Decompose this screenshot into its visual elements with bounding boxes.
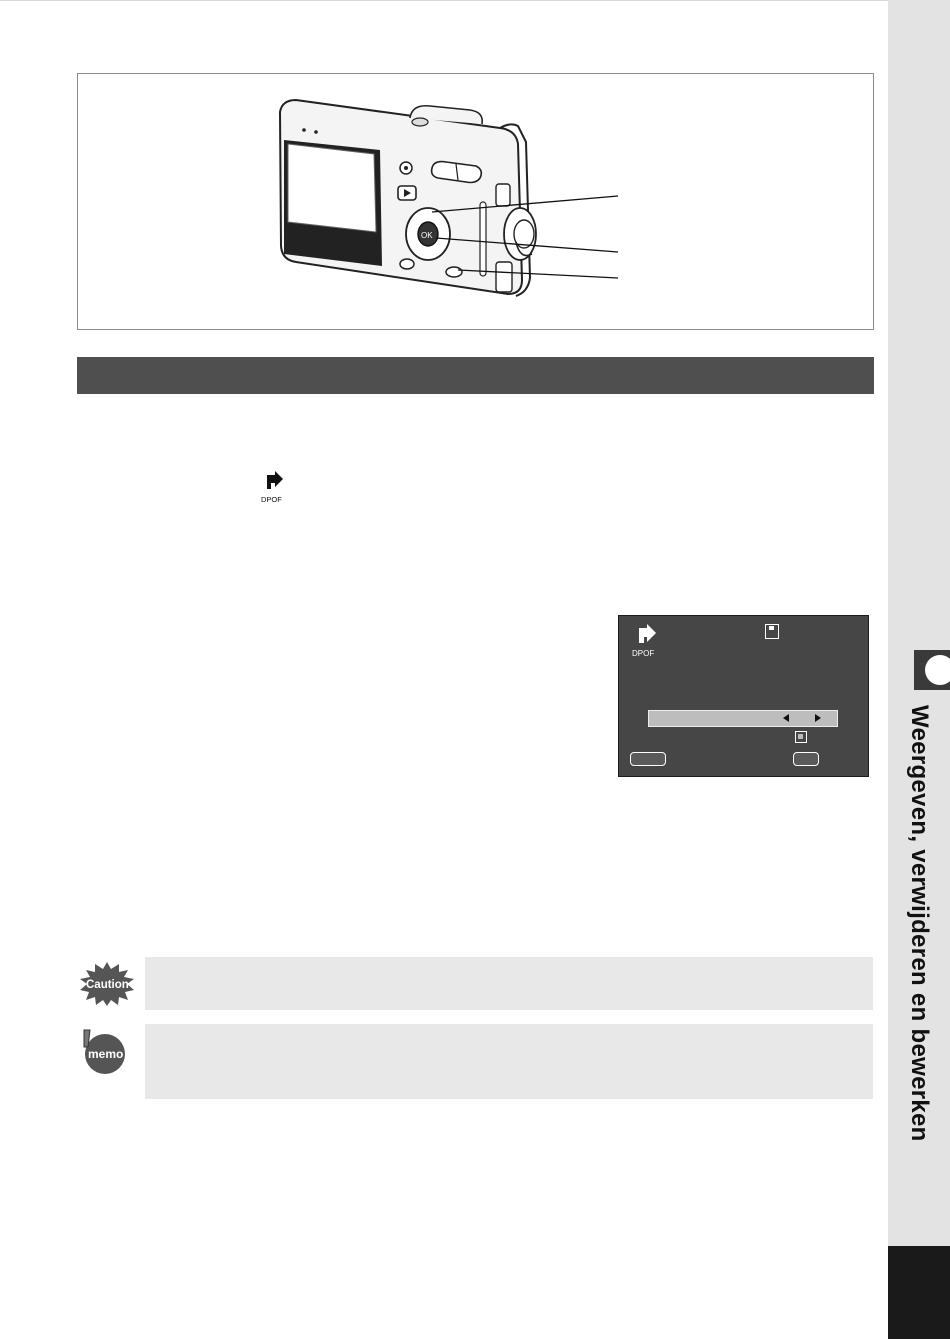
top-rule bbox=[0, 0, 888, 1]
lcd-menu-button[interactable] bbox=[630, 752, 666, 766]
camera-back-illustration-icon bbox=[270, 92, 630, 312]
section-header-bar bbox=[77, 357, 874, 394]
lcd-ok-button[interactable] bbox=[793, 752, 819, 766]
side-tab-title: Weergeven, verwijderen en bewerken bbox=[906, 705, 933, 1142]
memo-note bbox=[145, 1024, 873, 1099]
arrow-right-icon[interactable] bbox=[815, 714, 821, 722]
svg-text:Caution: Caution bbox=[86, 979, 129, 991]
memory-card-icon bbox=[765, 624, 779, 639]
caution-icon bbox=[78, 961, 136, 1007]
page-number-block bbox=[888, 1246, 950, 1339]
dpof-icon bbox=[260, 469, 290, 505]
lcd-dpof-icon bbox=[631, 623, 665, 659]
date-checkbox[interactable] bbox=[795, 731, 807, 743]
lcd-screen bbox=[618, 615, 869, 777]
chapter-marker-icon bbox=[914, 650, 950, 690]
svg-text:OK: OK bbox=[421, 231, 433, 240]
svg-text:memo: memo bbox=[88, 1047, 124, 1061]
caution-note bbox=[145, 957, 873, 1010]
svg-text:DPOF: DPOF bbox=[261, 495, 282, 504]
copies-field[interactable] bbox=[648, 710, 838, 727]
arrow-left-icon[interactable] bbox=[783, 714, 789, 722]
svg-text:DPOF: DPOF bbox=[632, 649, 655, 658]
memo-icon bbox=[78, 1027, 130, 1075]
